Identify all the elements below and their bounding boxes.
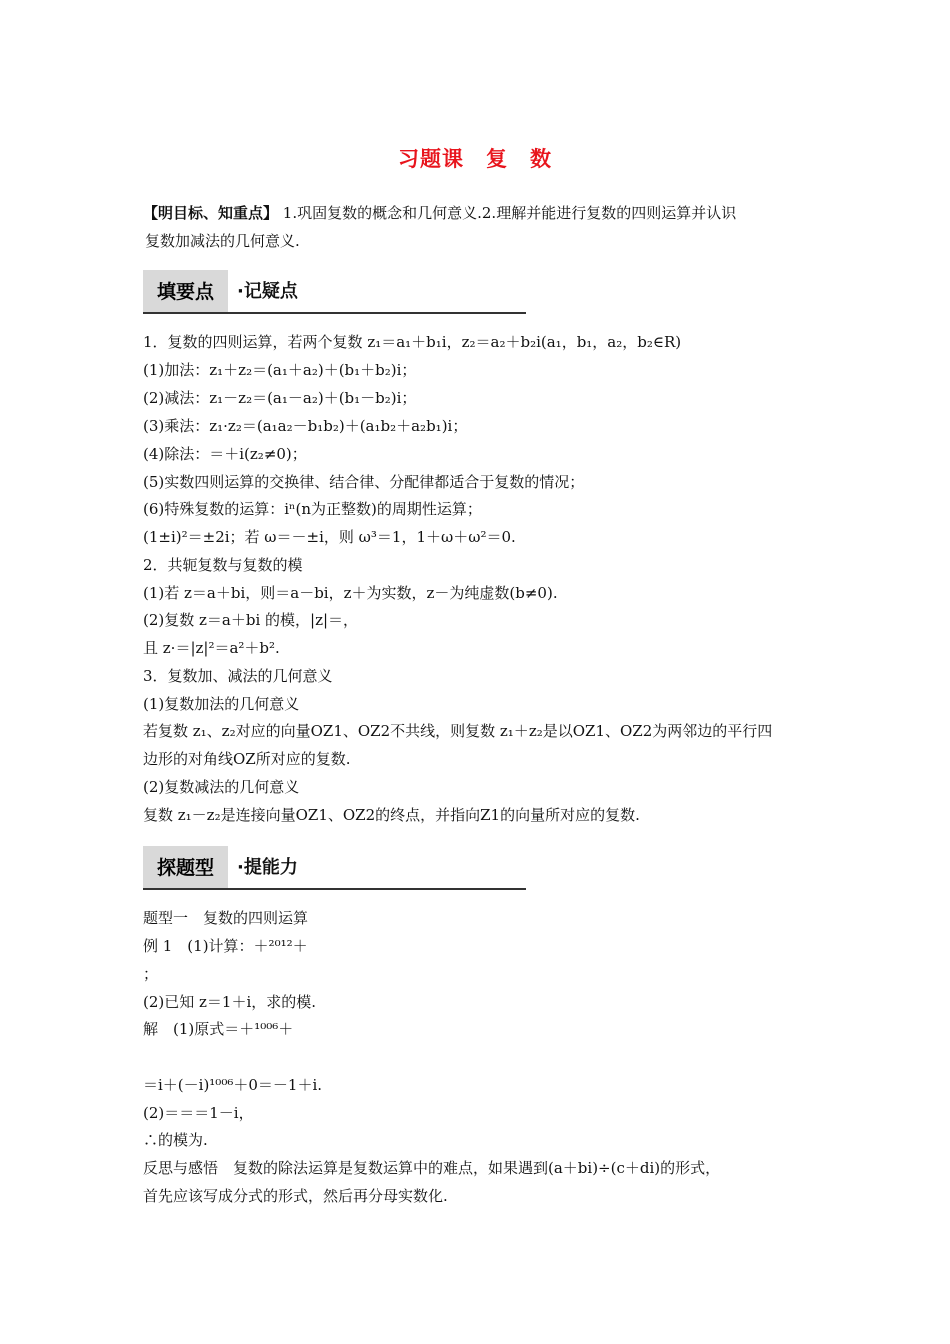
text-line: (2)减法：z₁－z₂＝(a₁－a₂)＋(b₁－b₂)i； [143,389,417,407]
text-line: (1)若 z＝a＋bi，则＝a－bi，z＋为实数，z－为纯虚数(b≠0). [143,584,558,602]
text-line: 题型一 复数的四则运算 [143,909,309,927]
text-line: 例 1 (1)计算：＋²⁰¹²＋ [143,937,308,955]
section-subtitle: ·记疑点 [237,281,298,302]
section-box-label: 填要点 [143,270,228,314]
text-line: ＝i＋(－i)¹⁰⁰⁶＋0＝－1＋i. [143,1076,323,1094]
text-line: (4)除法：＝＋i(z₂≠0)； [143,445,307,463]
text-line: 1．复数的四则运算，若两个复数 z₁＝a₁＋b₁i，z₂＝a₂＋b₂i(a₁，b₁，a₂，b₂∈R) [143,333,682,351]
section-rule [143,312,526,314]
text-line: 复数 z₁－z₂是连接向量OZ1、OZ2的终点，并指向Z1的向量所对应的复数. [143,806,640,824]
text-line: 3．复数加、减法的几何意义 [143,667,333,685]
text-line: (2)＝＝＝1－i， [143,1104,254,1122]
text-line: (6)特殊复数的运算：iⁿ(n为正整数)的周期性运算； [143,500,482,518]
section-subtitle: ·提能力 [237,857,298,878]
text-line: (5)实数四则运算的交换律、结合律、分配律都适合于复数的情况； [143,473,585,491]
text-line: 2．共轭复数与复数的模 [143,556,303,574]
text-line: ； [143,965,159,983]
text-line: 且 z·＝|z|²＝a²＋b². [143,639,280,657]
section-header-key-points [143,270,526,314]
section-rule [143,888,526,890]
text-line: 边形的对角线OZ所对应的复数. [143,750,351,768]
text-line: (1±i)²＝±2i；若 ω＝－±i，则 ω³＝1，1＋ω＋ω²＝0. [143,528,516,546]
text-line: 首先应该写成分式的形式，然后再分母实数化. [143,1187,448,1205]
text-line: (2)已知 z＝1＋i，求的模. [143,993,317,1011]
text-line: 解 (1)原式＝＋¹⁰⁰⁶＋ [143,1020,294,1038]
text-line: (1)加法：z₁＋z₂＝(a₁＋a₂)＋(b₁＋b₂)i； [143,361,417,379]
text-line: ∴的模为. [143,1131,208,1149]
goals-tag: 【明目标、知重点】 [143,204,279,222]
section-header-problem-types [143,846,526,890]
learning-goals [143,199,813,255]
text-line: 反思与感悟 复数的除法运算是复数运算中的难点，如果遇到(a＋bi)÷(c＋di)的形式， [143,1159,721,1177]
text-line: (2)复数 z＝a＋bi 的模，|z|＝， [143,611,359,629]
goals-text-1: 1.巩固复数的概念和几何意义.2.理解并能进行复数的四则运算并认识 [282,204,737,222]
text-line: (2)复数减法的几何意义 [143,778,300,796]
section-box-label: 探题型 [143,846,228,890]
text-line: 若复数 z₁、z₂对应的向量OZ1、OZ2不共线，则复数 z₁＋z₂是以OZ1、OZ2为两邻边的平行四 [143,722,773,740]
goals-text-2: 复数加减法的几何意义. [145,232,300,250]
text-line: (3)乘法：z₁·z₂＝(a₁a₂－b₁b₂)＋(a₁b₂＋a₂b₁)i； [143,417,468,435]
page-title: 习题课 复 数 [398,147,552,171]
text-line: (1)复数加法的几何意义 [143,695,300,713]
